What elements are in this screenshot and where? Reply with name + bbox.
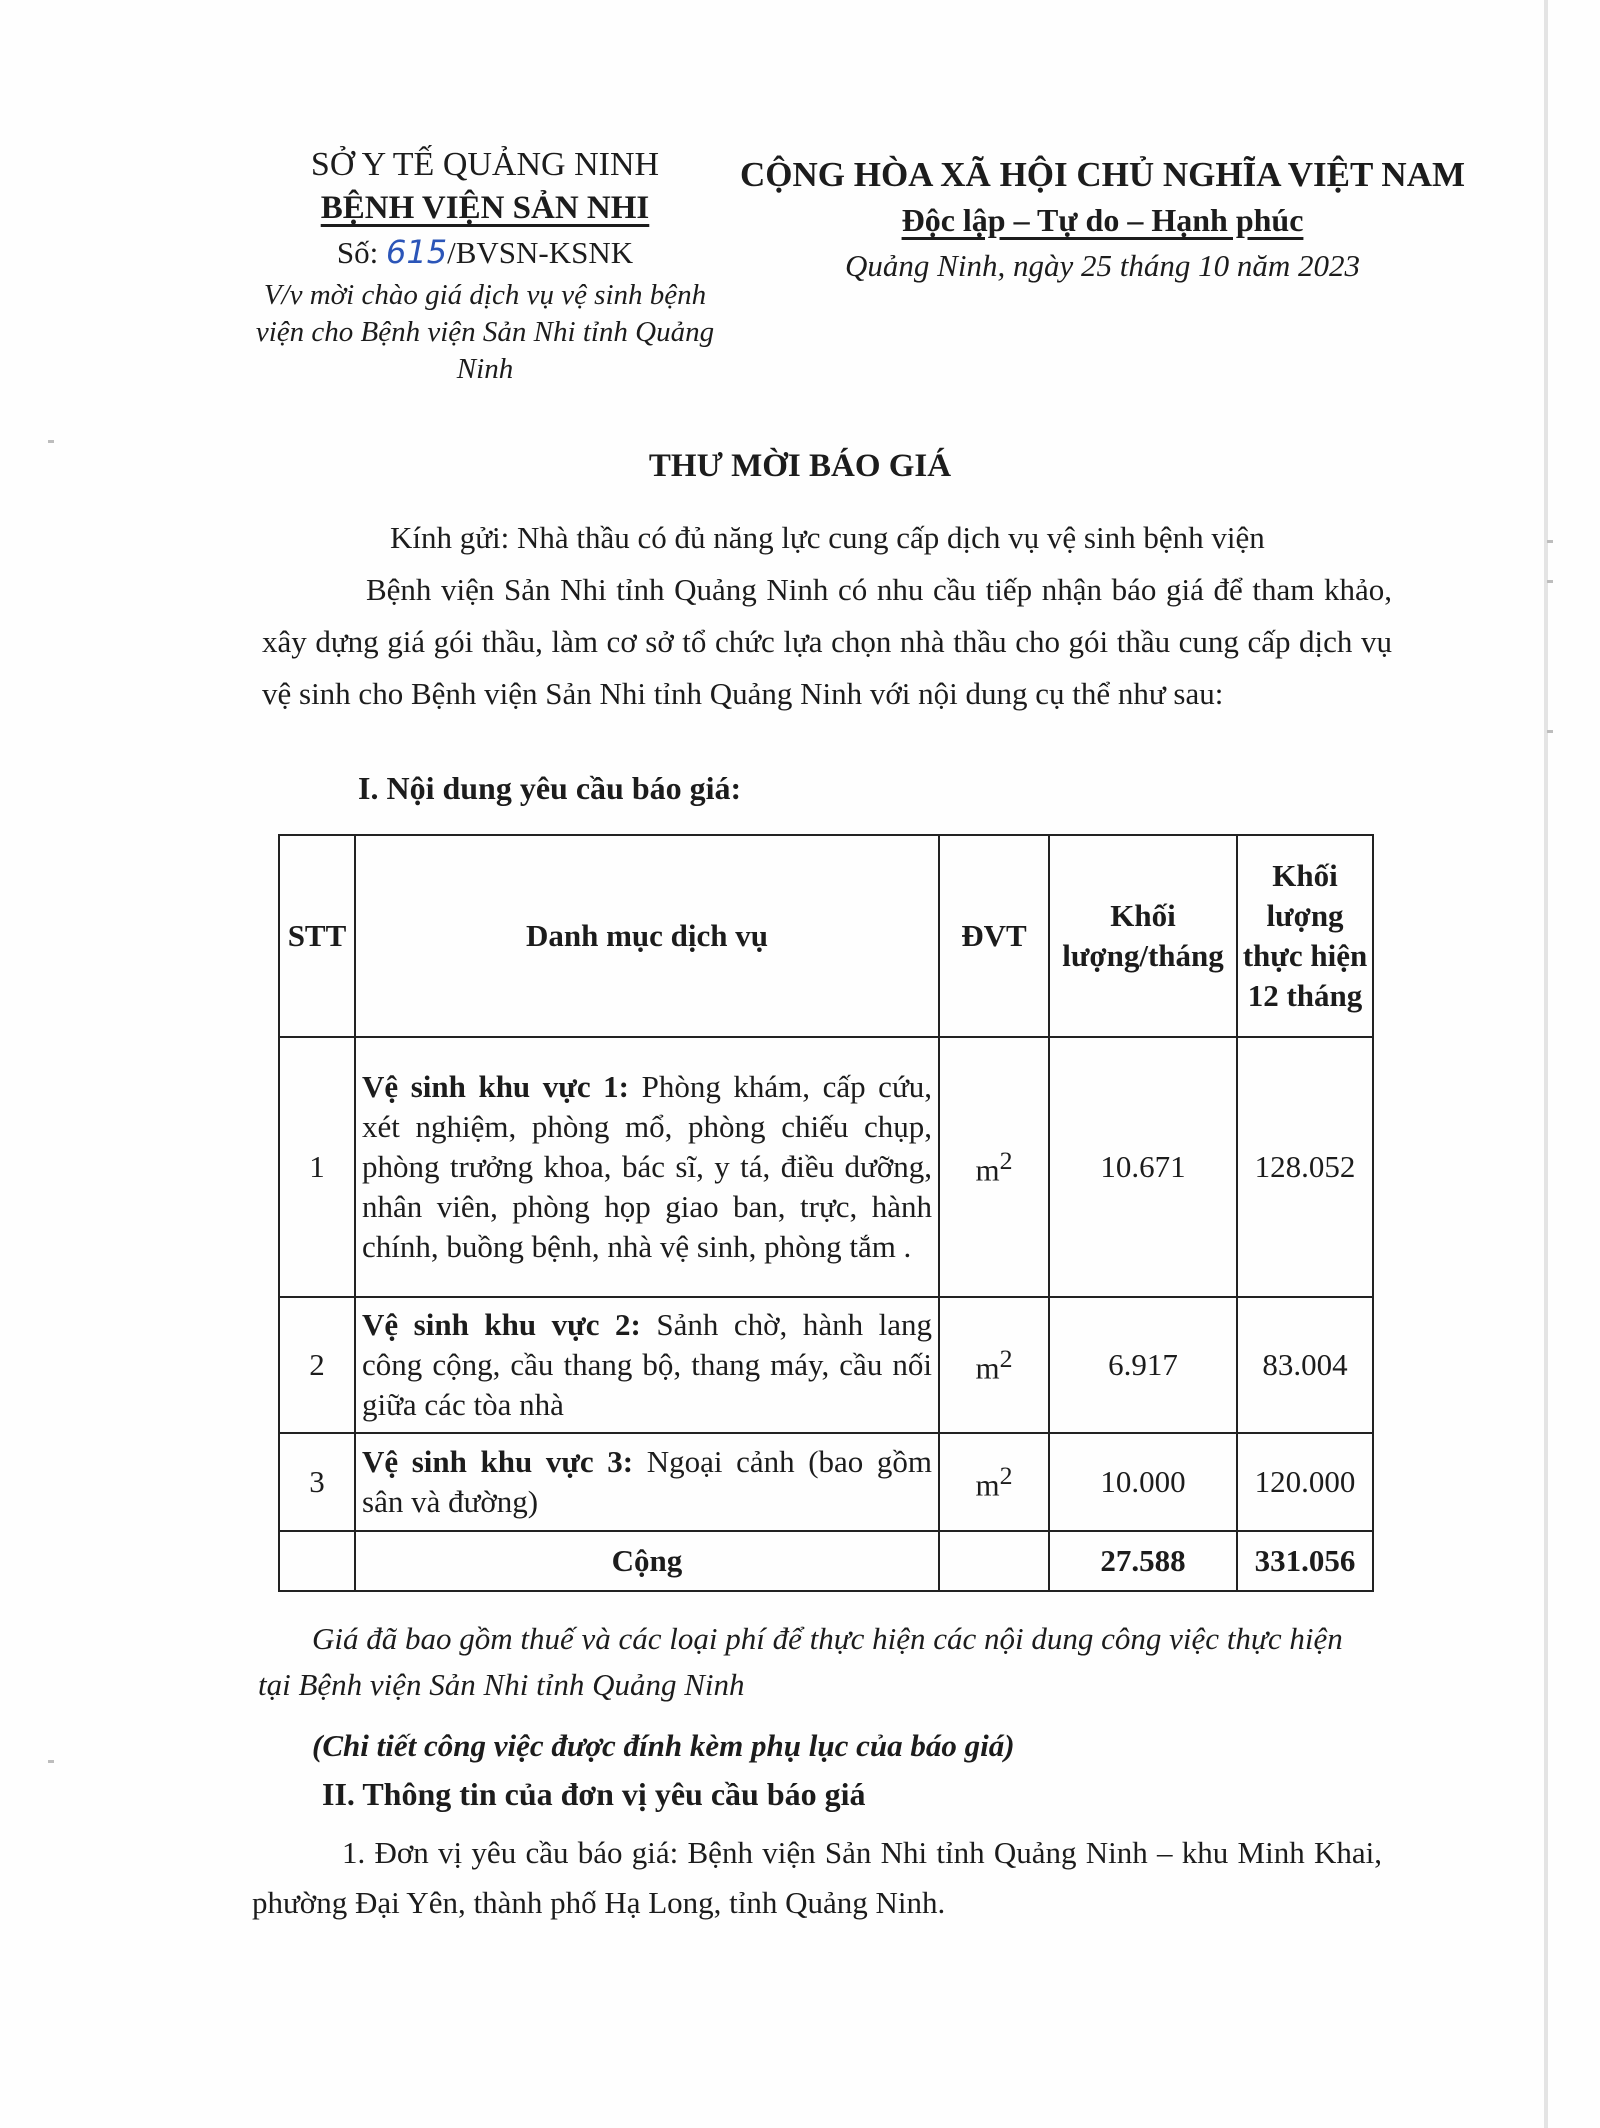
row-service-desc: Sảnh chờ, hành lang công cộng, cầu thang bộ, thang máy, cầu nối giữa các tòa nhà: [362, 1307, 932, 1422]
row-service-label: Vệ sinh khu vực 2:: [362, 1307, 641, 1342]
total-yearly: 331.056: [1237, 1531, 1373, 1591]
scan-edge: [1544, 0, 1548, 2128]
table-row: [279, 1297, 1373, 1433]
row-monthly: 10.671: [1049, 1037, 1237, 1297]
row-stt: 1: [279, 1037, 355, 1297]
document-number: [250, 228, 720, 277]
row-stt: 3: [279, 1433, 355, 1531]
quote-table: [278, 834, 1374, 1592]
row-unit-exp: 2: [999, 1343, 1013, 1373]
table-header-row: [279, 835, 1373, 1037]
row-service-label: Vệ sinh khu vực 3:: [362, 1444, 634, 1479]
document-number-handwritten: 615: [386, 233, 448, 271]
row-monthly: 10.000: [1049, 1433, 1237, 1531]
total-label: Cộng: [355, 1531, 939, 1591]
row-unit-base: m: [975, 1467, 1000, 1503]
total-unit-empty: [939, 1531, 1049, 1591]
row-stt: 2: [279, 1297, 355, 1433]
row-unit-base: m: [975, 1350, 1000, 1386]
row-unit-base: m: [975, 1152, 1000, 1188]
header-unit: ĐVT: [939, 835, 1049, 1037]
row-service: [355, 1037, 939, 1297]
salutation: Kính gửi: Nhà thầu có đủ năng lực cung cấp dịch vụ vệ sinh bệnh viện: [390, 520, 1265, 555]
row-yearly: 128.052: [1237, 1037, 1373, 1297]
row-unit: [939, 1433, 1049, 1531]
row-service-desc: Phòng khám, cấp cứu, xét nghiệm, phòng mổ, phòng chiếu chụp, phòng trưởng khoa, bác sĩ, y tá, điều dưỡng, nhân viên, phòng họp giao ban, trực, hành chính, buồng bệnh, nhà vệ sinh, phòng tắm .: [362, 1069, 932, 1264]
row-yearly: 120.000: [1237, 1433, 1373, 1531]
row-service: [355, 1433, 939, 1531]
issuer-org: SỞ Y TẾ QUẢNG NINH: [310, 146, 660, 183]
nation-name: CỘNG HÒA XÃ HỘI CHỦ NGHĨA VIỆT NAM: [739, 155, 1466, 194]
header-monthly: Khối lượng/tháng: [1049, 835, 1237, 1037]
row-unit-exp: 2: [999, 1460, 1013, 1490]
row-monthly: 6.917: [1049, 1297, 1237, 1433]
row-unit-exp: 2: [999, 1145, 1013, 1175]
row-unit: [939, 1297, 1049, 1433]
scan-mark: [48, 1760, 54, 1763]
header-yearly: Khối lượng thực hiện 12 tháng: [1237, 835, 1373, 1037]
header-stt: STT: [279, 835, 355, 1037]
document-number-prefix: Số:: [336, 235, 379, 270]
section-2-heading: II. Thông tin của đơn vị yêu cầu báo giá: [322, 1776, 866, 1812]
detail-note: (Chi tiết công việc được đính kèm phụ lục của báo giá): [312, 1728, 1015, 1763]
row-service-desc: Ngoại cảnh (bao gồm sân và đường): [362, 1444, 932, 1519]
scan-mark: [1547, 580, 1553, 583]
national-header: [725, 152, 1480, 290]
price-note: Giá đã bao gồm thuế và các loại phí để thực hiện các nội dung công việc thực hiện tại Bệnh viện Sản Nhi tỉnh Quảng Ninh: [258, 1621, 1343, 1702]
intro-block: [262, 512, 1392, 720]
document-subject: V/v mời chào giá dịch vụ vệ sinh bệnh viện cho Bệnh viện Sản Nhi tỉnh Quảng Ninh: [255, 279, 715, 385]
header-service: Danh mục dịch vụ: [355, 835, 939, 1037]
row-unit: [939, 1037, 1049, 1297]
document-title: THƯ MỜI BÁO GIÁ: [648, 448, 952, 484]
row-yearly: 83.004: [1237, 1297, 1373, 1433]
document-date: Quảng Ninh, ngày 25 tháng 10 năm 2023: [845, 248, 1360, 283]
issuer-hospital: BỆNH VIỆN SẢN NHI: [320, 190, 650, 226]
scan-mark: [48, 440, 54, 443]
table-total-row: [279, 1531, 1373, 1591]
requester-info: 1. Đơn vị yêu cầu báo giá: Bệnh viện Sản Nhi tỉnh Quảng Ninh – khu Minh Khai, phường Đại Yên, thành phố Hạ Long, tỉnh Quảng Ninh.: [252, 1835, 1382, 1920]
document-number-suffix: /BVSN-KSNK: [447, 235, 634, 270]
total-monthly: 27.588: [1049, 1531, 1237, 1591]
intro-paragraph: Bệnh viện Sản Nhi tỉnh Quảng Ninh có nhu cầu tiếp nhận báo giá để tham khảo, xây dựng giá gói thầu, làm cơ sở tổ chức lựa chọn nhà thầu cho gói thầu cung cấp dịch vụ vệ sinh cho Bệnh viện Sản Nhi tỉnh Quảng Ninh với nội dung cụ thể như sau:: [262, 572, 1392, 711]
table-row: [279, 1433, 1373, 1531]
row-service-label: Vệ sinh khu vực 1:: [362, 1069, 630, 1104]
scan-mark: [1547, 540, 1553, 543]
table-row: [279, 1037, 1373, 1297]
section-1-heading: I. Nội dung yêu cầu báo giá:: [358, 770, 742, 806]
issuer-block: [250, 142, 720, 388]
national-motto: Độc lập – Tự do – Hạnh phúc: [901, 202, 1304, 238]
scan-mark: [1547, 730, 1553, 733]
total-stt-empty: [279, 1531, 355, 1591]
row-service: [355, 1297, 939, 1433]
